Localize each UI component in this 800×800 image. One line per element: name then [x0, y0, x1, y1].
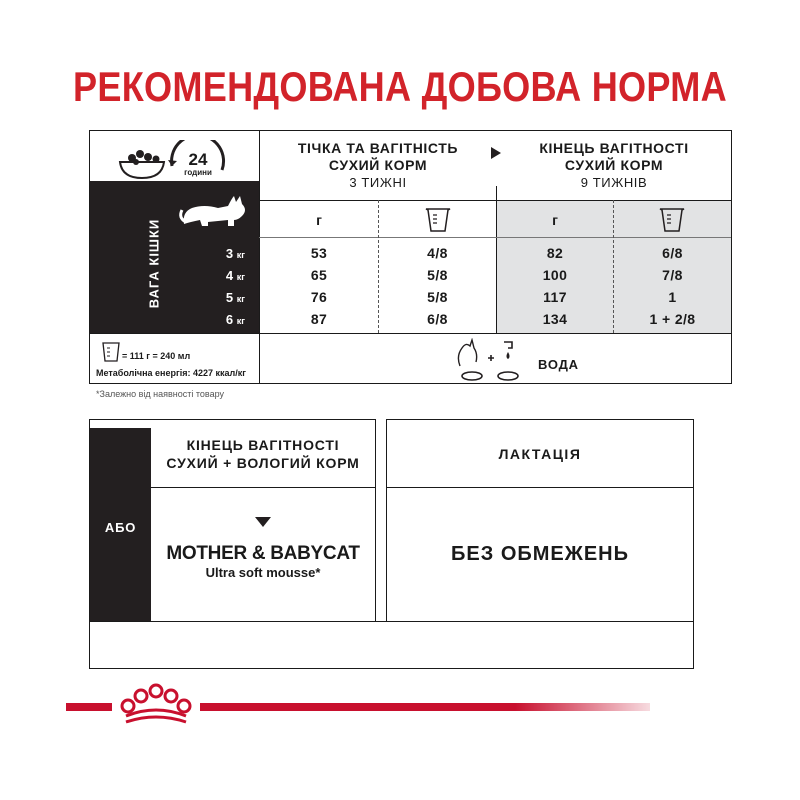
- cups-end-pregnancy: 7/8: [662, 267, 683, 283]
- weight-value: 3: [225, 246, 234, 261]
- unit-grams-right: г: [552, 212, 558, 228]
- grams-end-pregnancy: 134: [542, 311, 568, 327]
- water-icon: [454, 338, 522, 382]
- grams-tichka: 65: [310, 267, 328, 283]
- cups-end-pregnancy: 1 + 2/8: [649, 311, 696, 327]
- page-title: РЕКОМЕНДОВАНА ДОБОВА НОРМА: [73, 63, 727, 110]
- unit-grams-left: г: [316, 212, 322, 228]
- bottom-frame: [89, 621, 694, 669]
- cups-end-pregnancy: 1: [668, 289, 677, 305]
- grams-end-pregnancy: 117: [543, 289, 567, 305]
- cups-tichka: 5/8: [427, 267, 448, 283]
- cups-tichka: 6/8: [427, 311, 448, 327]
- mixed-feeding-header: КІНЕЦЬ ВАГІТНОСТІ СУХИЙ + ВОЛОГИЙ КОРМ: [166, 437, 360, 471]
- grid-line: [90, 333, 731, 334]
- lactation-header: ЛАКТАЦІЯ: [498, 446, 582, 462]
- product-name: MOTHER & BABYCAT: [166, 543, 360, 564]
- brand-bar-right: [200, 703, 650, 711]
- grams-tichka: 87: [310, 311, 328, 327]
- grid-line: [151, 487, 375, 488]
- grams-end-pregnancy: 82: [546, 245, 564, 261]
- brand-bar-left: [66, 703, 112, 711]
- crown-logo-icon: [114, 682, 198, 726]
- grid-line: [259, 200, 731, 201]
- lactation-body: БЕЗ ОБМЕЖЕНЬ: [451, 543, 629, 565]
- weight-value: 6: [225, 312, 234, 327]
- cups-tichka: 5/8: [427, 289, 448, 305]
- metabolic-energy: Метаболічна енергія: 4227 ккал/кг: [96, 368, 246, 378]
- measuring-cup-icon: [102, 342, 120, 362]
- column-header-right: КІНЕЦЬ ВАГІТНОСТІ СУХИЙ КОРМ 9 ТИЖНІВ: [539, 140, 689, 190]
- product-subtitle: Ultra soft mousse*: [205, 565, 321, 580]
- arrow-down-icon: [254, 516, 272, 528]
- cat-icon: [178, 188, 250, 230]
- grams-tichka: 76: [310, 289, 328, 305]
- clock-number: 24: [188, 150, 208, 169]
- cups-tichka: 4/8: [427, 245, 448, 261]
- measuring-cup-icon: [424, 207, 452, 233]
- weight-value: 4: [225, 268, 234, 283]
- grams-end-pregnancy: 100: [542, 267, 568, 283]
- clock-label: години: [184, 168, 212, 177]
- grams-tichka: 53: [310, 245, 328, 261]
- water-label: ВОДА: [538, 357, 579, 372]
- weight-axis-label: ВАГА КІШКИ: [146, 218, 162, 309]
- grid-line: [89, 621, 694, 622]
- grid-line: [387, 487, 693, 488]
- arrow-right-icon: [490, 146, 502, 160]
- or-label: АБО: [104, 520, 137, 535]
- cups-end-pregnancy: 6/8: [662, 245, 683, 261]
- weight-value: 5: [225, 290, 234, 305]
- grid-line: [259, 237, 731, 238]
- cup-equivalence: = 111 г = 240 мл: [122, 351, 191, 361]
- column-header-left: ТІЧКА ТА ВАГІТНІСТЬ СУХИЙ КОРМ 3 ТИЖНІ: [297, 140, 459, 190]
- availability-note: *Залежно від наявності товару: [96, 389, 224, 399]
- measuring-cup-icon: [658, 207, 686, 233]
